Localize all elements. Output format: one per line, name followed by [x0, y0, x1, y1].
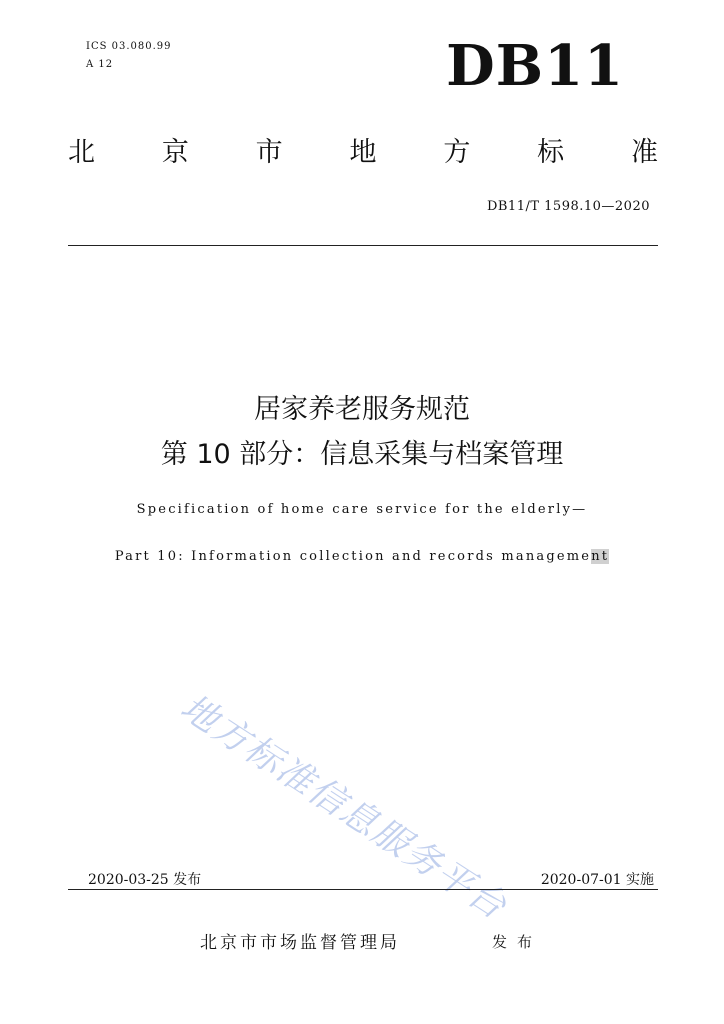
standard-type-char: 准: [630, 137, 658, 168]
category-code: A 12: [86, 59, 114, 70]
watermark-text: 地方标准信息服务平台: [173, 686, 515, 929]
standard-type-char: 市: [255, 137, 283, 168]
top-divider: [68, 245, 658, 246]
title-chinese-line1: 居家养老服务规范: [254, 394, 470, 425]
standard-type-char: 标: [537, 137, 565, 168]
bottom-divider: [68, 889, 658, 890]
standard-type-char: 方: [443, 137, 471, 168]
standard-number: DB11/T 1598.10—2020: [486, 199, 650, 214]
standard-type-char: 北: [68, 137, 95, 168]
standard-type-char: 地: [349, 137, 377, 168]
issuing-authority: 北京市市场监督管理局: [200, 933, 400, 953]
standard-type-heading: [68, 134, 658, 172]
title-english-line1: Specification of home care service for the elderly—: [136, 502, 588, 517]
title-chinese-line2: 第 10 部分：信息采集与档案管理: [160, 439, 564, 470]
ics-code: ICS 03.080.99: [86, 41, 172, 52]
implementation-date: 2020-07-01 实施: [540, 872, 654, 888]
db11-logo: DB11: [446, 33, 624, 99]
standard-type-char: 京: [161, 137, 189, 168]
issue-date: 2020-03-25 发布: [88, 872, 202, 888]
title-english-line2: [0, 548, 724, 566]
publish-label: 发布: [492, 933, 543, 951]
title-english-line2-main: Part 10: Information collection and records manageme: [114, 549, 592, 564]
text-selection-highlight: nt: [591, 549, 610, 564]
